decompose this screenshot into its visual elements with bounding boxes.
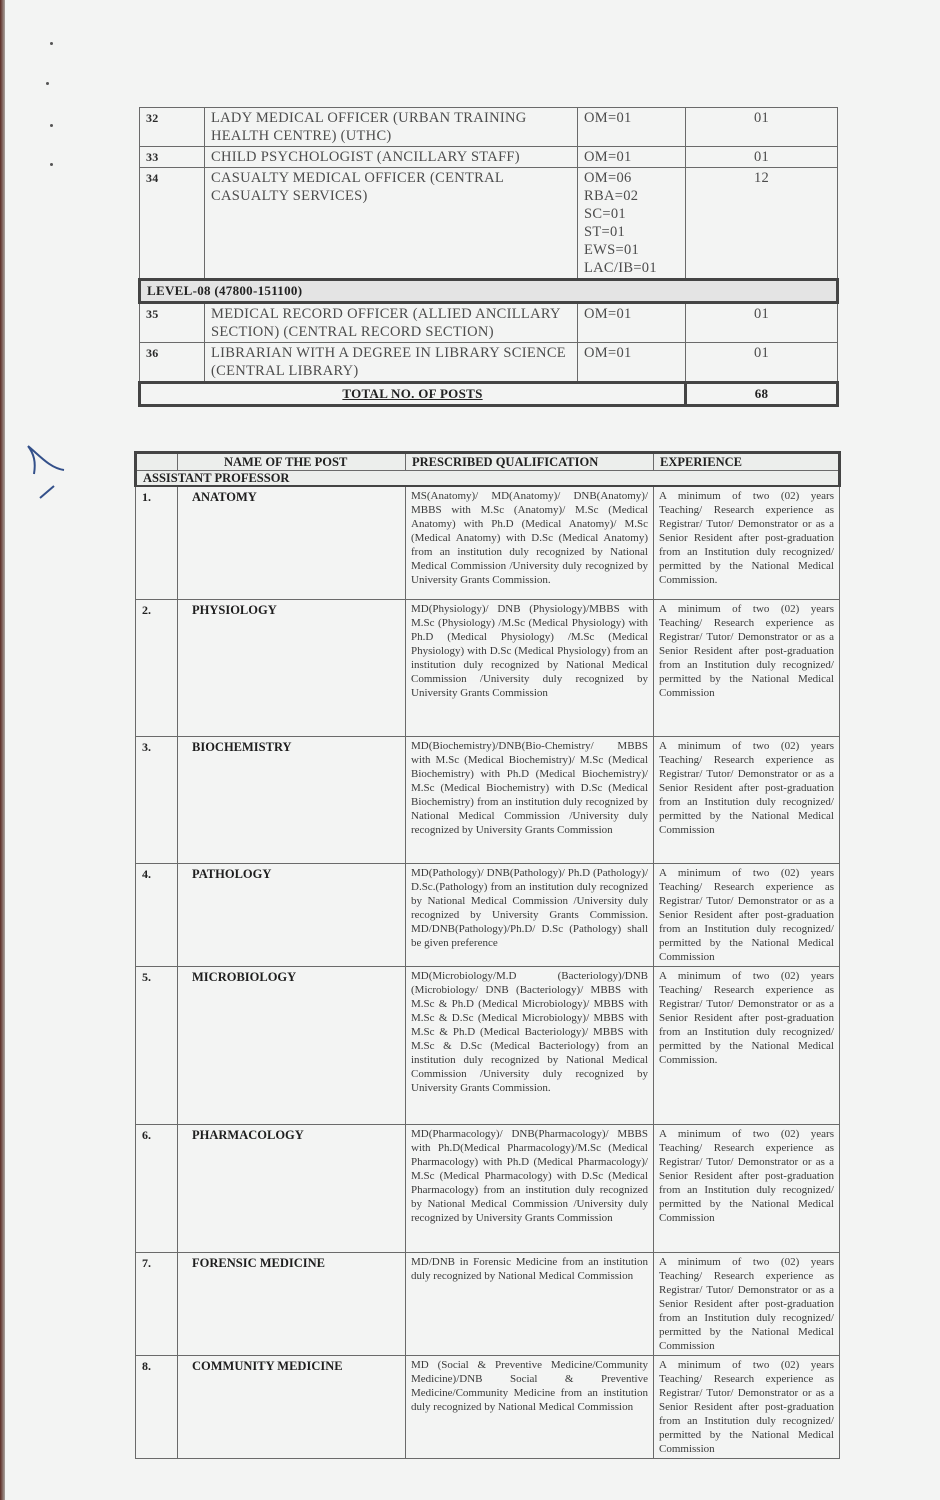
qualification-text: MD(Pathology)/ DNB(Pathology)/ Ph.D (Pathology)/ D.Sc.(Pathology) from an institution duly recognized by National Medical Commission /University duly recognized by University Grants Commission. MD/DNB(Pathology)/Ph.D/ D.Sc (Pathology) shall be given preference: [406, 863, 654, 966]
post-name: FORENSIC MEDICINE: [178, 1252, 406, 1355]
serial-no: 5.: [136, 966, 178, 1124]
section-heading: ASSISTANT PROFESSOR: [136, 471, 840, 487]
post-name: COMMUNITY MEDICINE: [178, 1355, 406, 1458]
table-row: [140, 343, 838, 383]
table-row: [136, 863, 840, 966]
level-heading: LEVEL-08 (47800-151100): [140, 280, 838, 303]
serial-no: 6.: [136, 1124, 178, 1252]
qualification-text: MD (Social & Preventive Medicine/Community Medicine)/DNB Social & Preventive Medicine/Community Medicine from an institution duly recognized by National Medical Commission: [406, 1355, 654, 1458]
post-name: BIOCHEMISTRY: [178, 736, 406, 863]
experience-text: A minimum of two (02) years Teaching/ Research experience as Registrar/ Tutor/ Demonstrator or as a Senior Resident after post-graduation from an Institution duly recognized/ permitted by the National Medical Commission: [654, 1355, 840, 1458]
level-heading-row: [140, 280, 838, 303]
qualification-text: MD/DNB in Forensic Medicine from an institution duly recognized by National Medical Commission: [406, 1252, 654, 1355]
header-no: [136, 453, 178, 471]
table-row: [140, 303, 838, 343]
qualification-text: MS(Anatomy)/ MD(Anatomy)/ DNB(Anatomy)/ MBBS with M.Sc (Anatomy)/ M.Sc (Medical Anatomy) with Ph.D (Medical Anatomy)/ M.Sc (Medical Anatomy) with D.Sc (Medical Anatomy) from an institution duly recognized by National Medical Commission /University duly recognized by University Grants Commission.: [406, 486, 654, 599]
qualification-text: MD(Physiology)/ DNB (Physiology)/MBBS with M.Sc (Physiology) /M.Sc (Medical Physiology) with Ph.D (Medical Physiology) /M.Sc (Medical Physiology) with D.Sc (Medical Physiology) from an institution duly recognized by National Medical Commission /University duly recognized by University Grants Commission: [406, 599, 654, 736]
post-name: MEDICAL RECORD OFFICER (ALLIED ANCILLARY SECTION) (CENTRAL RECORD SECTION): [205, 303, 578, 343]
table-row: [136, 1252, 840, 1355]
table-row: [136, 1355, 840, 1458]
ink-speck: [50, 42, 53, 45]
table-row: [140, 147, 838, 168]
table-row: [136, 1124, 840, 1252]
experience-text: A minimum of two (02) years Teaching/ Research experience as Registrar/ Tutor/ Demonstrator or as a Senior Resident after post-graduation from an Institution duly recognized/ permitted by the National Medical Commission.: [654, 486, 840, 599]
serial-no: 33: [140, 147, 205, 168]
serial-no: 4.: [136, 863, 178, 966]
post-name: LIBRARIAN WITH A DEGREE IN LIBRARY SCIENCE (CENTRAL LIBRARY): [205, 343, 578, 383]
post-name: PATHOLOGY: [178, 863, 406, 966]
total-row: [140, 383, 838, 406]
post-name: CASUALTY MEDICAL OFFICER (CENTRAL CASUALTY SERVICES): [205, 168, 578, 280]
category-breakup: OM=01: [578, 108, 686, 147]
experience-text: A minimum of two (02) years Teaching/ Research experience as Registrar/ Tutor/ Demonstrator or as a Senior Resident after post-graduation from an Institution duly recognized/ permitted by the National Medical Commission: [654, 599, 840, 736]
table-row: [136, 599, 840, 736]
table-row: [136, 486, 840, 599]
table-row: [136, 736, 840, 863]
total-label: TOTAL NO. OF POSTS: [140, 383, 686, 406]
serial-no: 32: [140, 108, 205, 147]
post-name: PHARMACOLOGY: [178, 1124, 406, 1252]
table-row: [136, 966, 840, 1124]
experience-text: A minimum of two (02) years Teaching/ Research experience as Registrar/ Tutor/ Demonstrator or as a Senior Resident after post-graduation from an Institution duly recognized/ permitted by the National Medical Commission: [654, 1252, 840, 1355]
ink-speck: [50, 163, 53, 166]
posts-table: [138, 107, 839, 407]
serial-no: 1.: [136, 486, 178, 599]
table-row: [140, 168, 838, 280]
category-breakup: OM=06 RBA=02 SC=01 ST=01 EWS=01 LAC/IB=01: [578, 168, 686, 280]
post-name: CHILD PSYCHOLOGIST (ANCILLARY STAFF): [205, 147, 578, 168]
post-name: LADY MEDICAL OFFICER (URBAN TRAINING HEALTH CENTRE) (UTHC): [205, 108, 578, 147]
post-name: MICROBIOLOGY: [178, 966, 406, 1124]
experience-text: A minimum of two (02) years Teaching/ Research experience as Registrar/ Tutor/ Demonstrator or as a Senior Resident after post-graduation from an Institution duly recognized/ permitted by the National Medical Commission.: [654, 966, 840, 1124]
serial-no: 34: [140, 168, 205, 280]
section-row: [136, 471, 840, 487]
post-count: 01: [686, 303, 838, 343]
post-name: ANATOMY: [178, 486, 406, 599]
total-value: 68: [686, 383, 838, 406]
serial-no: 7.: [136, 1252, 178, 1355]
category-breakup: OM=01: [578, 343, 686, 383]
serial-no: 3.: [136, 736, 178, 863]
ink-speck: [50, 124, 53, 127]
serial-no: 35: [140, 303, 205, 343]
experience-text: A minimum of two (02) years Teaching/ Research experience as Registrar/ Tutor/ Demonstrator or as a Senior Resident after post-graduation from an Institution duly recognized/ permitted by the National Medical Commission: [654, 1124, 840, 1252]
category-breakup: OM=01: [578, 147, 686, 168]
handwritten-mark-icon: [24, 440, 74, 510]
post-count: 01: [686, 343, 838, 383]
qualification-text: MD(Biochemistry)/DNB(Bio-Chemistry/ MBBS with M.Sc (Medical Biochemistry)/ M.Sc (Medical Biochemistry) with Ph.D (Medical Biochemistry)/ M.Sc (Medical Biochemistry) with D.Sc (Medical Biochemistry) from an institution duly recognized by National Medical Commission /University duly recognized by University Grants Commission: [406, 736, 654, 863]
page-edge: [0, 0, 5, 1500]
serial-no: 2.: [136, 599, 178, 736]
category-breakup: OM=01: [578, 303, 686, 343]
table-row: [140, 108, 838, 147]
qualification-text: MD(Microbiology/M.D (Bacteriology)/DNB (Microbiology/ DNB (Bacteriology)/ MBBS with M.Sc & Ph.D (Medical Microbiology)/ MBBS with M.Sc & D.Sc (Medical Microbiology)/ MBBS with M.Sc & Ph.D (Medical Bacteriology)/ MBBS with M.Sc & D.Sc (Medical Bacteriology) from an institution duly recognized by National Medical Commission /University duly recognized by University Grants Commission.: [406, 966, 654, 1124]
serial-no: 8.: [136, 1355, 178, 1458]
post-name: PHYSIOLOGY: [178, 599, 406, 736]
header-experience: EXPERIENCE: [654, 453, 840, 471]
header-row: [136, 453, 840, 471]
experience-text: A minimum of two (02) years Teaching/ Research experience as Registrar/ Tutor/ Demonstrator or as a Senior Resident after post-graduation from an Institution duly recognized/ permitted by the National Medical Commission: [654, 863, 840, 966]
qualification-table: [134, 451, 841, 1459]
experience-text: A minimum of two (02) years Teaching/ Research experience as Registrar/ Tutor/ Demonstrator or as a Senior Resident after post-graduation from an Institution duly recognized/ permitted by the National Medical Commission: [654, 736, 840, 863]
header-post-name: NAME OF THE POST: [178, 453, 406, 471]
post-count: 01: [686, 147, 838, 168]
header-qualification: PRESCRIBED QUALIFICATION: [406, 453, 654, 471]
ink-speck: [46, 82, 49, 85]
post-count: 01: [686, 108, 838, 147]
post-count: 12: [686, 168, 838, 280]
qualification-text: MD(Pharmacology)/ DNB(Pharmacology)/ MBBS with Ph.D(Medical Pharmacology)/M.Sc (Medical Pharmacology) with Ph.D (Medical Pharmacology)/ M.Sc (Medical Pharmacology) with D.Sc (Medical Pharmacology) from an institution duly recognized by National Medical Commission /University duly recognized by University Grants Commission: [406, 1124, 654, 1252]
serial-no: 36: [140, 343, 205, 383]
